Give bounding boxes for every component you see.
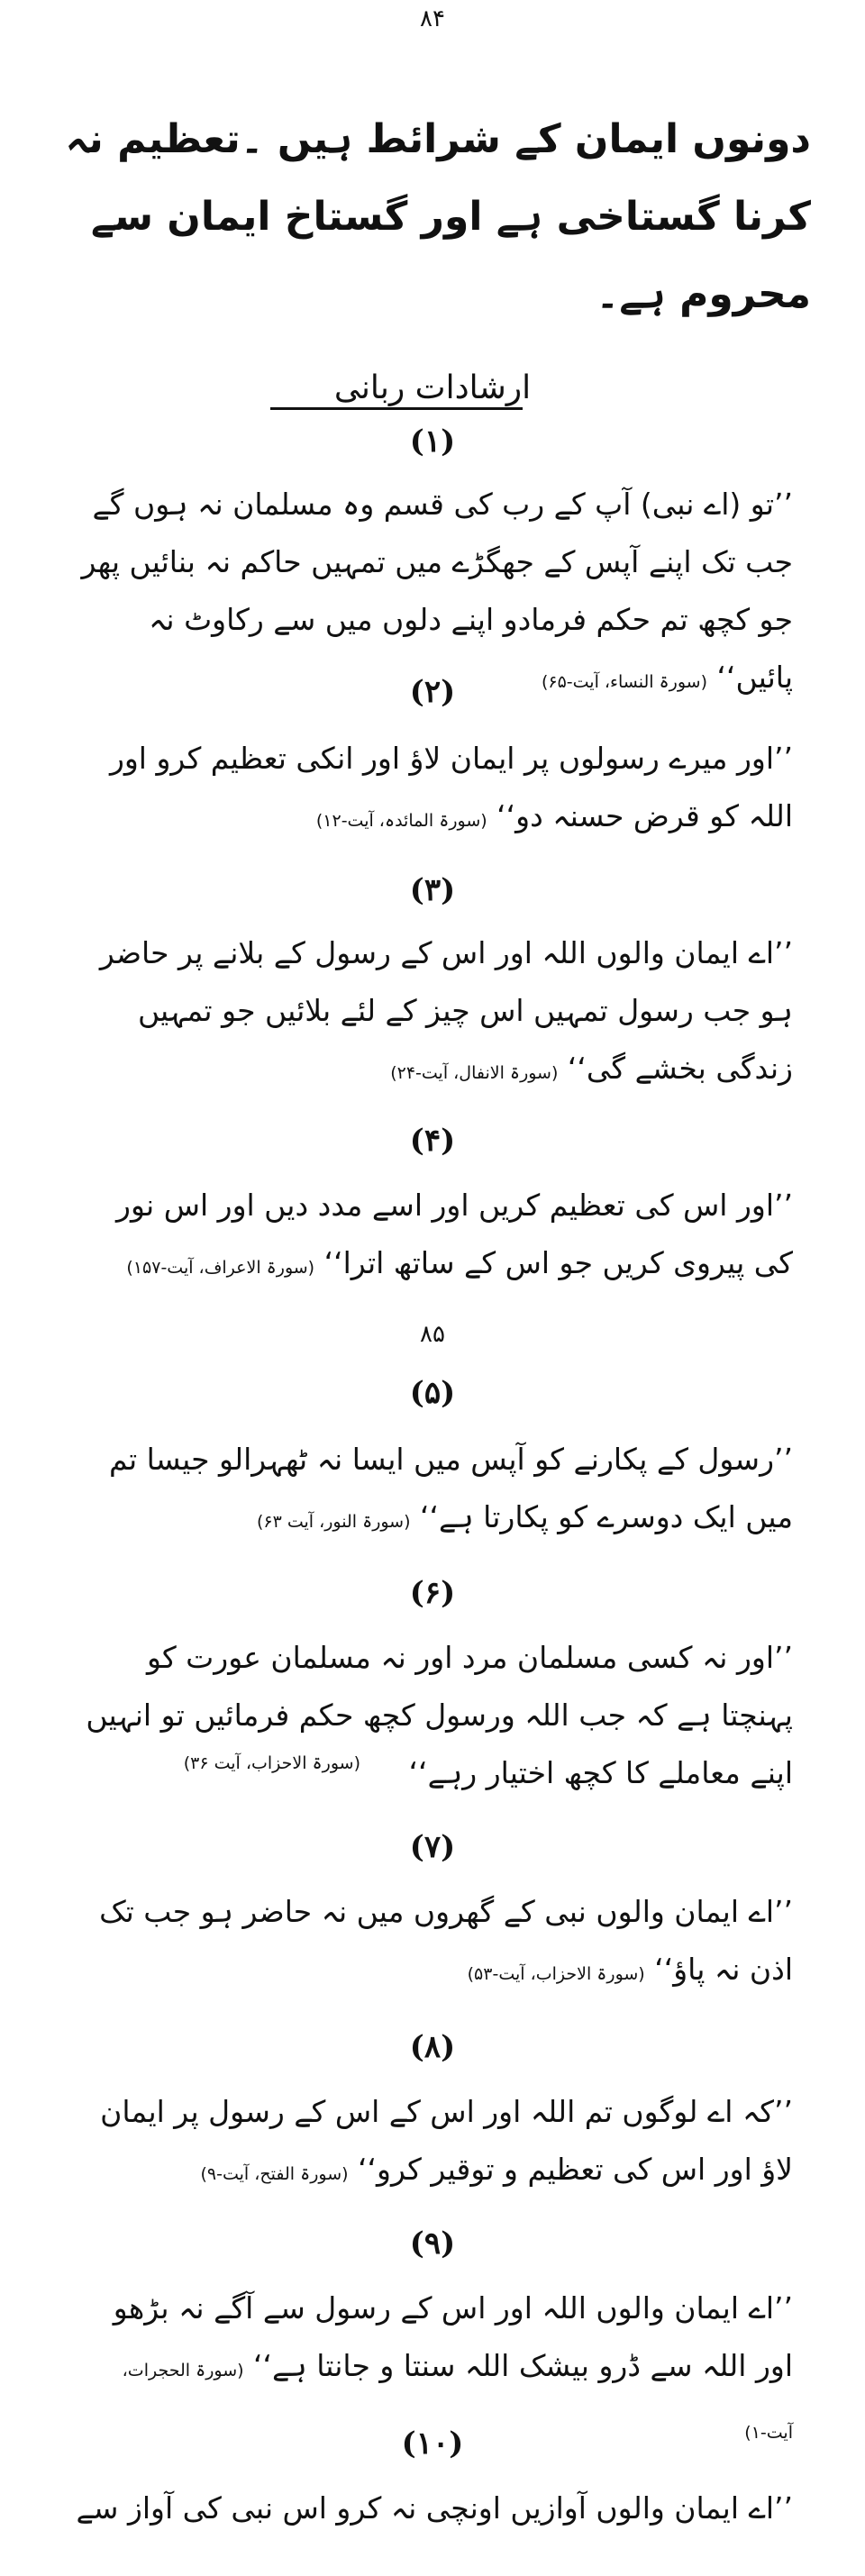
- verse-number-6: (۶): [409, 1575, 456, 1611]
- verse-number-4: (۴): [409, 1123, 456, 1159]
- intro-paragraph: دونوں ایمان کے شرائط ہیں ۔تعظیم نہ کرنا گستاخی ہے اور گستاخ ایمان سے محروم ہے۔: [65, 116, 811, 317]
- verse-number-9: (۹): [409, 2226, 456, 2262]
- verse-number-7: (۷): [409, 1829, 456, 1865]
- verse-2-reference: (سورۃ المائدہ، آیت-۱۲): [315, 811, 487, 831]
- verse-5-reference: (سورۃ النور، آیت ۶۳): [256, 1512, 411, 1532]
- verse-1-body: ’’تو (اے نبی) آپ کے رب کی قسم وہ مسلمان نہ ہوں گے جب تک اپنے آپس کے جھگڑے میں تمہیں حاکم نہ بنائیں پھر جو کچھ تم حکم فرمادو اپنے دلوں میں سے رکاوٹ نہ پائیں‘‘: [81, 487, 793, 695]
- verse-8-reference: (سورۃ الفتح، آیت-۹): [200, 2164, 349, 2184]
- section-heading: ارشادات ربانی: [333, 369, 532, 406]
- verse-6-body: ’’اور نہ کسی مسلمان مرد اور نہ مسلمان عورت کو پہنچتا ہے کہ جب اللہ ورسول کچھ حکم فرمائیں تو انہیں اپنے معاملے کا کچھ اختیار رہے‘‘: [86, 1640, 793, 1790]
- verse-8-body: ’’کہ اے لوگوں تم اللہ اور اس کے اس کے رسول پر ایمان لاؤ اور اس کی تعظیم و توقیر کرو‘‘: [100, 2094, 793, 2187]
- verse-text-10: [72, 2480, 793, 2537]
- verse-6-reference: (سورۃ الاحزاب، آیت ۳۶): [183, 1753, 360, 1773]
- page-number-top: ۸۴: [420, 5, 445, 32]
- verse-5-body: ’’رسول کے پکارنے کو آپس میں ایسا نہ ٹھہرالو جیسا تم میں ایک دوسرے کو پکارتا ہے‘‘: [109, 1442, 793, 1534]
- verse-4-body: ’’اور اس کی تعظیم کریں اور اسے مدد دیں اور اس نور کی پیروی کریں جو اس کے ساتھ اترا‘‘: [116, 1188, 793, 1280]
- verse-1-reference: (سورۃ النساء، آیت-۶۵): [541, 672, 708, 692]
- verse-10-body: ’’اے ایمان والوں آوازیں اونچی نہ کرو اس نبی کی آواز سے: [76, 2490, 793, 2526]
- verse-number-8: (۸): [409, 2029, 456, 2065]
- verse-9-body: ’’اے ایمان والوں اللہ اور اس کے رسول سے آگے نہ بڑھو اور اللہ سے ڈرو بیشک اللہ سنتا و جانتا ہے‘‘: [113, 2290, 793, 2383]
- verse-2-body: ’’اور میرے رسولوں پر ایمان لاؤ اور انکی تعظیم کرو اور اللہ کو قرض حسنہ دو‘‘: [109, 741, 793, 833]
- verse-4-reference: (سورۃ الاعراف، آیت-۱۵۷): [126, 1258, 315, 1278]
- verse-9-reference: (سورۃ الحجرات، آیت-۱): [122, 2361, 793, 2443]
- verse-text-6: [72, 1629, 793, 1802]
- verse-7-reference: (سورۃ الاحزاب، آیت-۵۳): [467, 1964, 645, 1984]
- verse-number-2: (۲): [409, 674, 456, 710]
- verse-text-7: [72, 1883, 793, 2003]
- verse-text-8: [72, 2083, 793, 2203]
- heading-underline: [270, 407, 523, 410]
- verse-number-10: (۱۰): [401, 2426, 464, 2462]
- verse-text-3: [72, 924, 793, 1102]
- verse-text-2: [72, 730, 793, 850]
- verse-7-body: ’’اے ایمان والوں نبی کے گھروں میں نہ حاضر ہو جب تک اذن نہ پاؤ‘‘: [99, 1894, 793, 1987]
- verse-number-5: (۵): [409, 1375, 456, 1411]
- verse-number-3: (۳): [409, 872, 456, 908]
- verse-3-reference: (سورۃ الانفال، آیت-۲۴): [390, 1063, 559, 1083]
- page-number-mid: ۸۵: [420, 1321, 445, 1348]
- verse-number-1: (۱): [409, 423, 456, 460]
- verse-3-body: ’’اے ایمان والوں اللہ اور اس کے رسول کے بلانے پر حاضر ہو جب رسول تمہیں اس چیز کے لئے بلائیں جو تمہیں زندگی بخشے گی‘‘: [99, 935, 793, 1086]
- verse-text-4: [72, 1177, 793, 1297]
- verse-text-5: [72, 1431, 793, 1551]
